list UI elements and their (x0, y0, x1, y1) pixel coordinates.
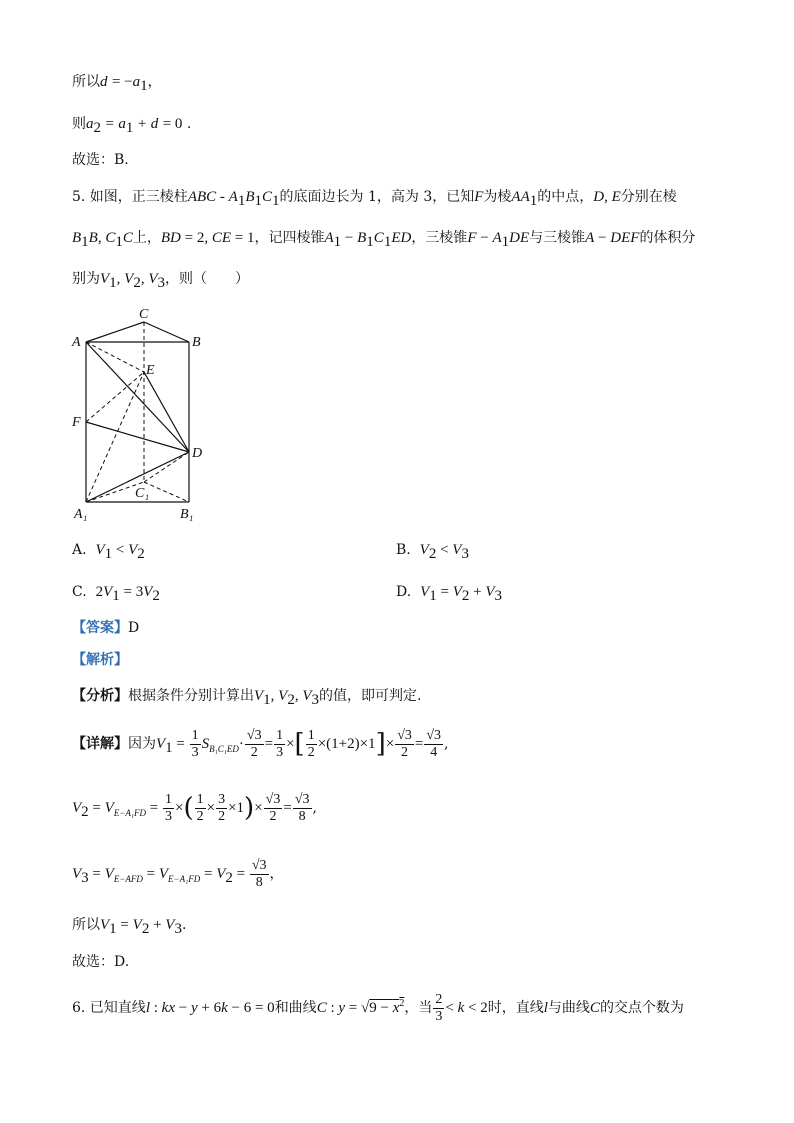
text: 为棱 (483, 189, 512, 205)
label-E: E (146, 363, 155, 378)
text: 5. 如图，正三棱柱 (72, 189, 188, 205)
edge-AE (86, 342, 144, 372)
text: 和曲线 (274, 1000, 317, 1016)
edge-FD (86, 422, 189, 452)
text: 所以 (72, 917, 100, 933)
option-label: A. (72, 542, 87, 558)
conclusion-line: 所以$V_1 = V_2 + V_3$. (72, 917, 187, 937)
option-label: C. (72, 584, 87, 600)
label-C1: C₁ (135, 486, 150, 501)
label-B: B (192, 335, 201, 350)
xiangjie-line-3: $V_3 = V_{E-AFD} = V_{E-A_1FD} = V_2$ = $\frac{√3}{8}$ ， (72, 857, 284, 890)
analysis-line (72, 650, 128, 670)
edge-CB (144, 322, 189, 342)
text: 的底面边长为 1，高为 3，已知 (279, 189, 475, 205)
text: 与曲线 (547, 1000, 590, 1016)
answer-line (72, 618, 139, 638)
text: 与三棱锥 (529, 230, 586, 246)
text: 的中点， (537, 189, 594, 205)
option-a[interactable]: A. $V_1 < V_2$ (72, 542, 145, 562)
xiangjie-line-2: $V_2 = V_{E-A_1FD}$ = $\frac{1}{3}$ ×( $\frac{1}{2}$ × $\frac{3}{2}$ ×1)× $\frac{√3}{2}$ = $\frac{√3}{8}$ , (72, 791, 317, 824)
text: ，三棱锥 (411, 230, 468, 246)
edge-AD (86, 342, 189, 452)
label-C: C (139, 307, 149, 322)
option-label: B. (396, 542, 411, 558)
text: 则 (72, 116, 86, 132)
text: 的体积分 (639, 230, 696, 246)
fenxi-tag: 【分析】 (72, 688, 128, 704)
answer-tag: 【答案】 (72, 620, 128, 636)
analysis-tag: 【解析】 (72, 652, 128, 668)
label-A1: A₁ (74, 507, 88, 522)
label-F: F (72, 415, 81, 430)
text: 所以 (72, 74, 100, 90)
text: 上， (132, 230, 161, 246)
question-5-line-1: 5. 如图，正三棱柱ABC - $A_1B_1C_1$的底面边长为 1，高为 3，已知F为棱$AA_1$的中点，D, E分别在棱 (72, 189, 677, 209)
text: 根据条件分别计算出 (128, 688, 254, 704)
answer-value: D (128, 620, 140, 636)
option-b[interactable]: B. $V_2 < V_3$ (396, 542, 469, 562)
edge-AC (86, 322, 144, 342)
text: 的值，即可判定. (319, 688, 422, 704)
option-d[interactable]: D. $V_1 = V_2 + V_3$ (396, 584, 503, 604)
question-6-line-1: 6. 已知直线l : kx − y + 6k − 6 = 0和曲线C : $y = √9 - x^2$，当 $\frac{2}{3}$ < k < 2时，直线l与曲线C的交点个数为 (72, 991, 684, 1024)
text: 6. 已知直线 (72, 1000, 146, 1016)
fenxi-line: 【分析】根据条件分别计算出$V_1$, $V_2$, $V_3$的值，即可判定. (72, 688, 422, 708)
xiangjie-tag: 【详解】 (72, 736, 128, 752)
text: 因为 (128, 736, 156, 752)
edge-A1E (86, 372, 144, 502)
option-label: D. (396, 584, 412, 600)
xiangjie-line-1: 【详解】因为$V_1$ = $\frac{1}{3}$ $S_{B_1C_1ED}\cdot$ $\frac{√3}{2}$ = $\frac{1}{3}$ ×[ $\frac{1}{2}$ ×(1+2)×1]× $\frac{√3}{2}$ = $\frac{√3}{4}$ , (72, 727, 449, 760)
text: 别为 (72, 271, 100, 287)
edge-C1B1 (144, 482, 189, 502)
text-line: 则$a_2 = a_1 + d = 0$ . (72, 116, 192, 136)
text: 分别在棱 (620, 189, 677, 205)
text-line: 故选：B. (72, 152, 129, 168)
question-5-line-2: $B_1B$, $C_1C$上，BD = 2, CE = 1，记四棱锥$A_1 - B_1C_1ED$，三棱锥$F - A_1DE$与三棱锥A − DEF的体积分 (72, 230, 696, 250)
edge-C1D (144, 452, 189, 482)
label-A: A (72, 335, 81, 350)
text-line: 所以$d = -a_1$， (72, 74, 162, 94)
option-c[interactable]: C. $2V_1 = 3V_2$ (72, 584, 160, 604)
edge-FE (86, 372, 144, 422)
prism-figure (66, 302, 216, 524)
choice-line: 故选：D. (72, 954, 130, 970)
label-B1: B₁ (180, 507, 194, 522)
text: 的交点个数为 (599, 1000, 684, 1016)
text: ，当 (404, 1000, 433, 1016)
text: ，记四棱锥 (254, 230, 325, 246)
question-5-line-3: 别为$V_1$, $V_2$, $V_3$，则（ ） (72, 271, 250, 291)
text: 时，直线 (487, 1000, 544, 1016)
text: ，则（ ） (165, 271, 250, 287)
label-D: D (192, 446, 203, 461)
